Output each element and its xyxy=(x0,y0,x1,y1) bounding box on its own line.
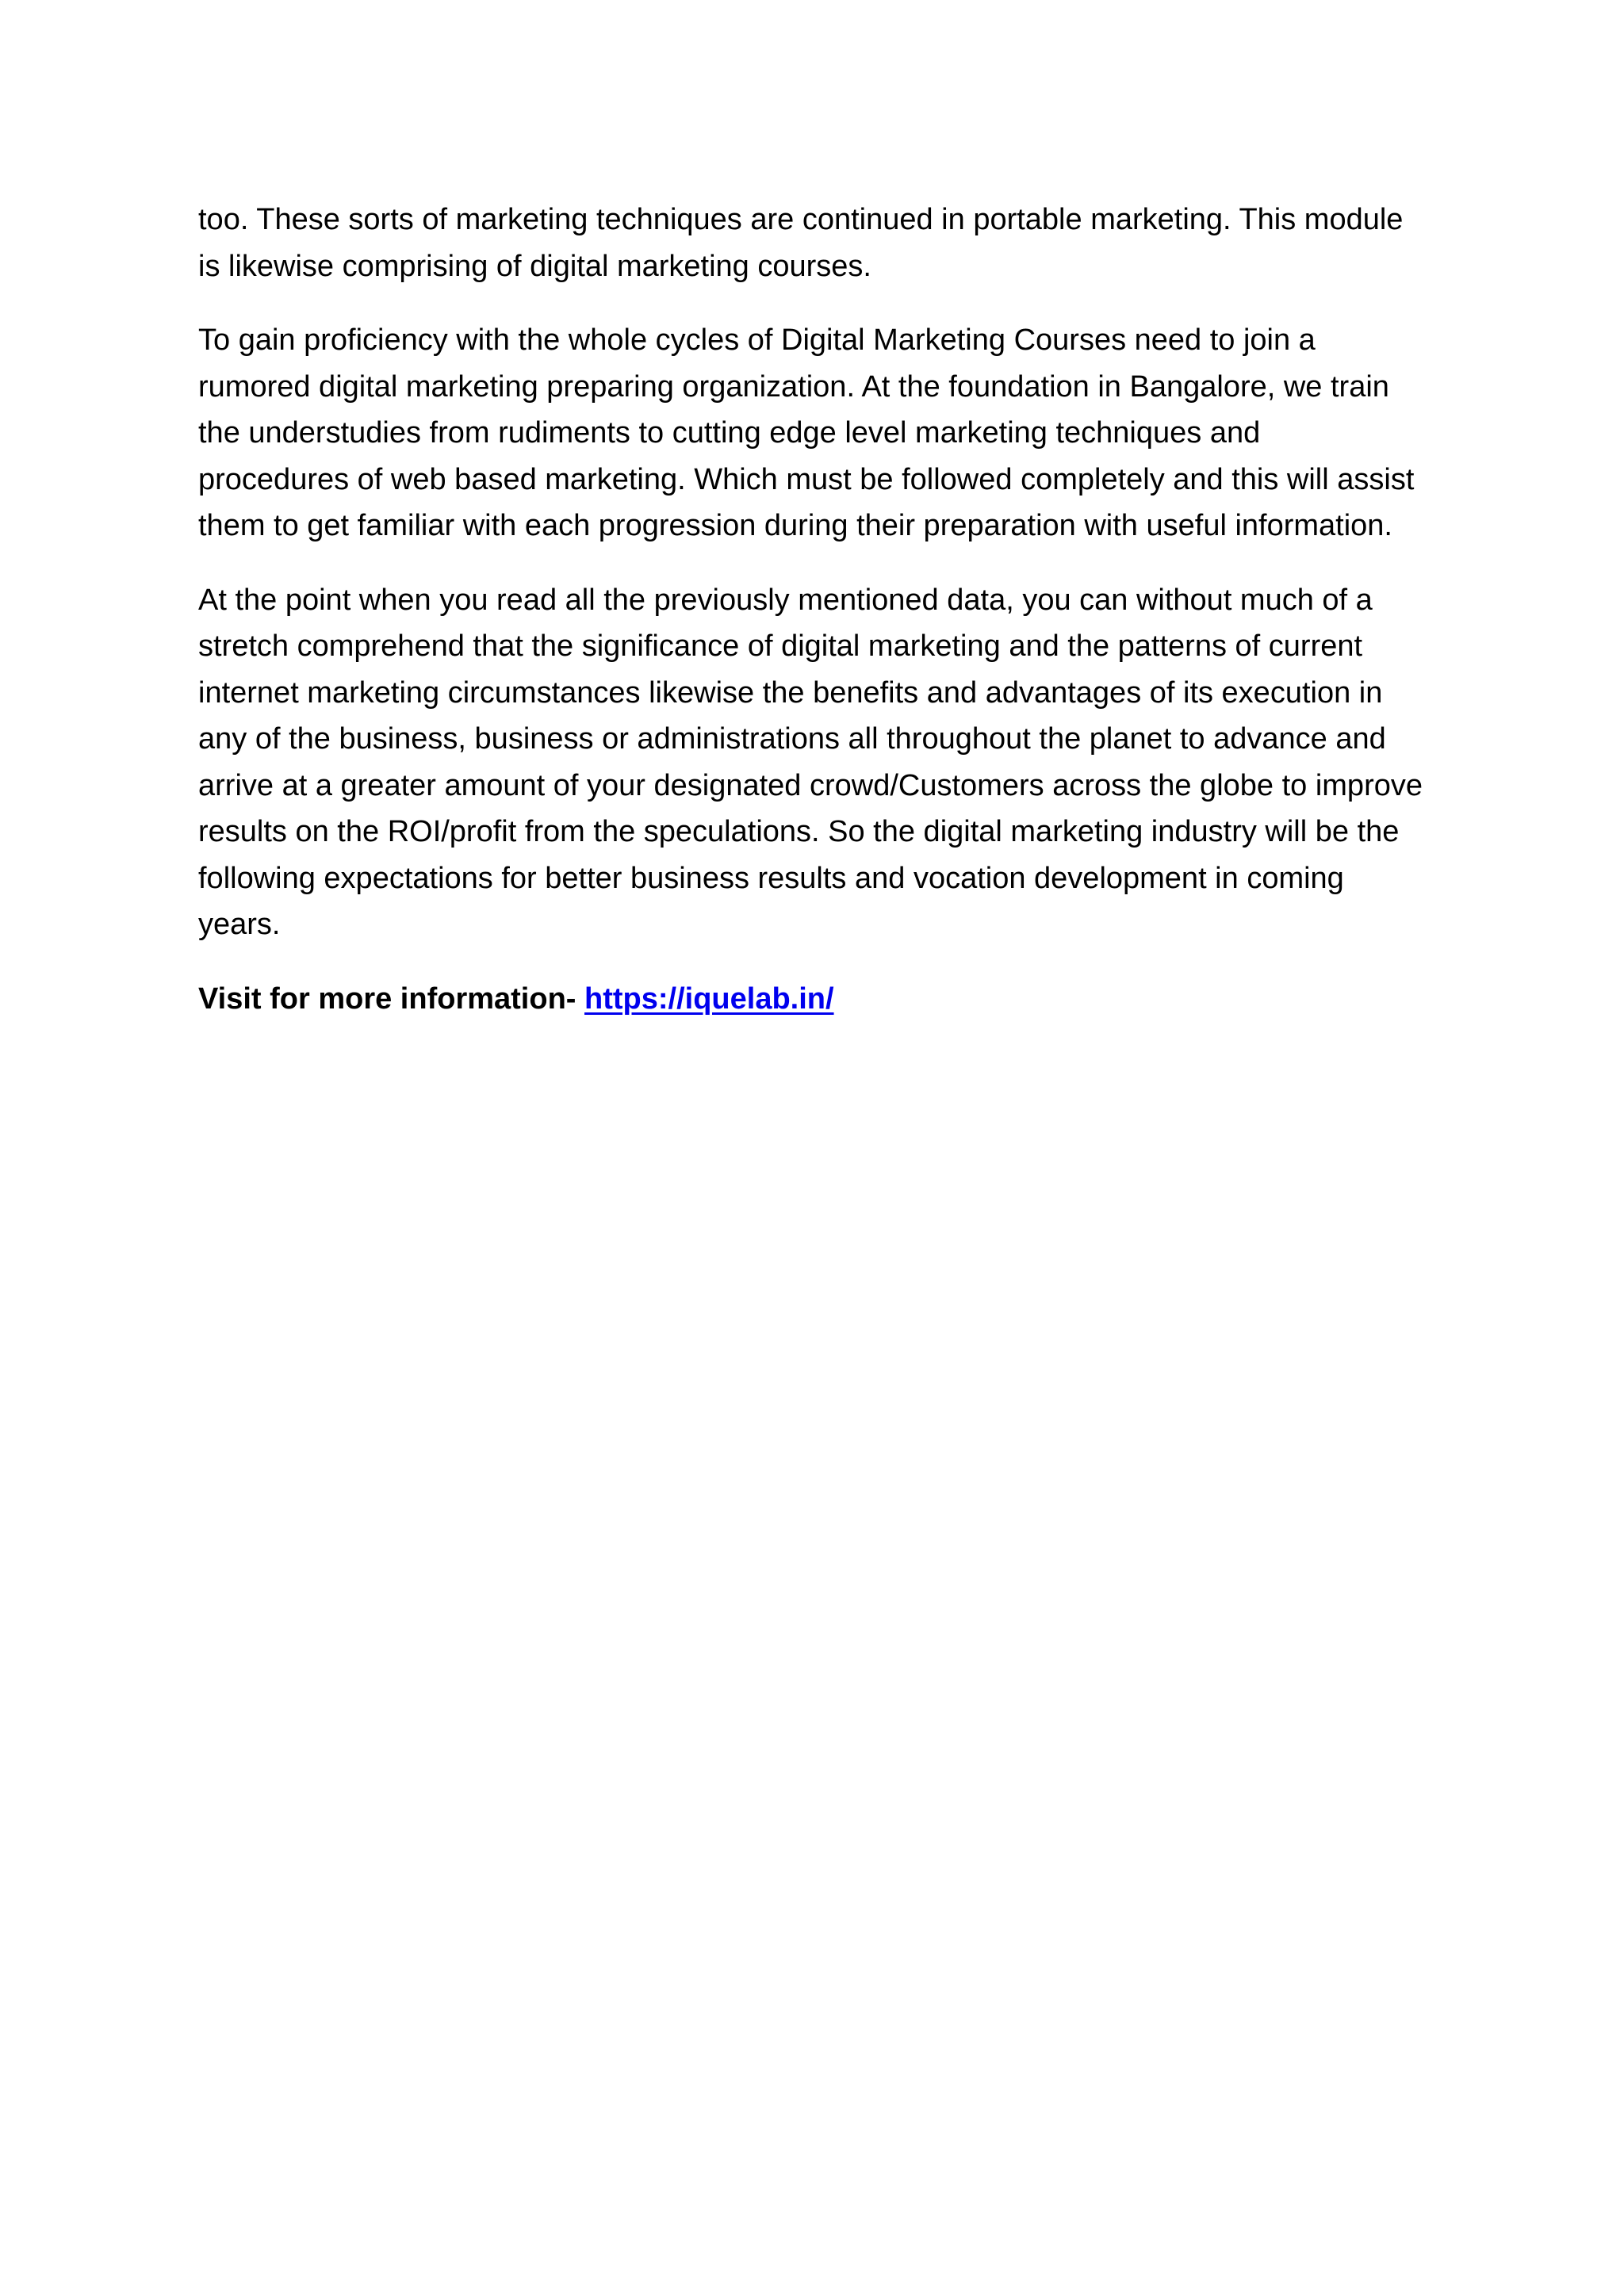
text-line: rumored digital marketing preparing organization. At the foundation in Bangalore, we train xyxy=(198,369,1389,404)
website-link[interactable]: https://iquelab.in/ xyxy=(584,982,834,1016)
text-line: years. xyxy=(198,908,281,941)
text-line: stretch comprehend that the significance of digital marketing and the patterns of current xyxy=(198,629,1363,663)
paragraph-3 xyxy=(198,577,1451,948)
visit-label: Visit for more information- xyxy=(198,982,585,1016)
visit-line xyxy=(198,976,1451,1023)
paragraph-2 xyxy=(198,317,1451,549)
text-line: internet marketing circumstances likewise the benefits and advantages of its execution in xyxy=(198,675,1383,710)
paragraph-1 xyxy=(198,197,1451,289)
text-line: is likewise comprising of digital marketing courses. xyxy=(198,249,871,283)
text-line: To gain proficiency with the whole cycles of Digital Marketing Courses need to join a xyxy=(198,323,1316,357)
text-line: procedures of web based marketing. Which must be followed completely and this will assist xyxy=(198,462,1415,496)
document-body xyxy=(198,197,1451,1050)
text-line: At the point when you read all the previously mentioned data, you can without much of a xyxy=(198,583,1373,617)
text-line: any of the business, business or administrations all throughout the planet to advance and xyxy=(198,722,1386,756)
text-line: results on the ROI/profit from the speculations. So the digital marketing industry will be the xyxy=(198,815,1400,848)
text-line: arrive at a greater amount of your designated crowd/Customers across the globe to improve xyxy=(198,768,1423,802)
text-line: them to get familiar with each progression during their preparation with useful information. xyxy=(198,509,1392,542)
text-line: too. These sorts of marketing techniques are continued in portable marketing. This module xyxy=(198,203,1404,236)
text-line: the understudies from rudiments to cutting edge level marketing techniques and xyxy=(198,416,1261,450)
text-line: following expectations for better business results and vocation development in coming xyxy=(198,861,1344,895)
